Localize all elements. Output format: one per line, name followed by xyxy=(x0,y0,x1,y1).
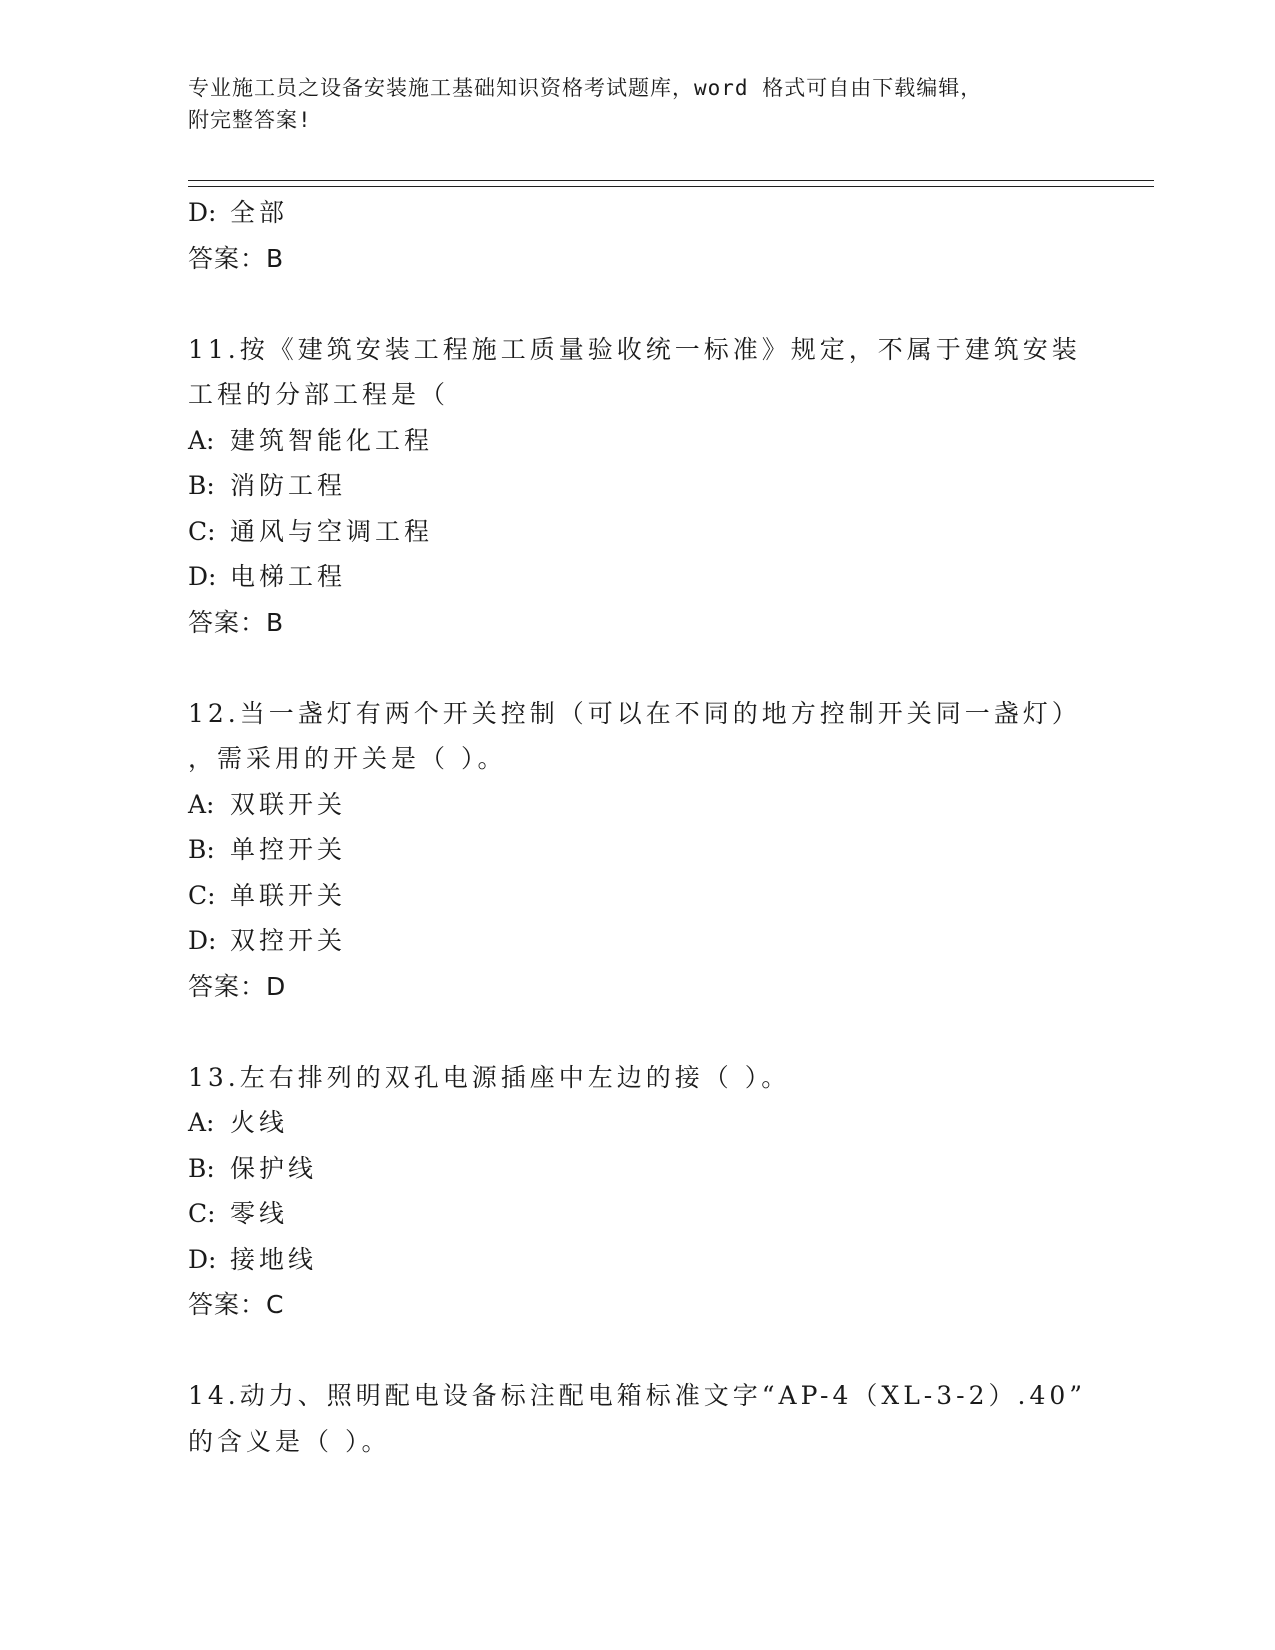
question-11 xyxy=(188,327,1154,646)
option-c xyxy=(188,873,1154,919)
header-line-2: 附完整答案! xyxy=(188,108,312,132)
option-text: 保护线 xyxy=(230,1153,318,1183)
option-text: 电梯工程 xyxy=(230,562,347,591)
question-stem: 工程的分部工程是（ xyxy=(188,380,450,409)
option-text: 接地线 xyxy=(230,1244,318,1274)
option-d xyxy=(188,1237,1154,1283)
option-c xyxy=(188,509,1154,555)
option-d xyxy=(188,918,1154,964)
answer: 答案：B xyxy=(188,607,285,637)
option-label: D: xyxy=(188,198,217,227)
question-stem: 的含义是（ ）。 xyxy=(188,1426,391,1456)
option-label: B: xyxy=(188,471,215,500)
option-label: B: xyxy=(188,835,215,864)
option-b xyxy=(188,1146,1154,1192)
option-label: D: xyxy=(188,1244,217,1274)
option-text: 单联开关 xyxy=(230,880,347,910)
option-text: 零线 xyxy=(230,1199,289,1228)
option-d xyxy=(188,190,1154,236)
option-text: 双控开关 xyxy=(230,926,347,955)
option-a xyxy=(188,418,1154,464)
question-14 xyxy=(188,1373,1154,1464)
option-label: C: xyxy=(188,880,216,910)
question-stem: ，需采用的开关是（ ）。 xyxy=(188,744,507,773)
option-a xyxy=(188,782,1154,828)
option-label: C: xyxy=(188,1199,216,1228)
question-stem: 13.左右排列的双孔电源插座中左边的接（ ）。 xyxy=(188,1062,791,1092)
question-stem: 14.动力、照明配电设备标注配电箱标准文字“AP-4（XL-3-2）.40” xyxy=(188,1381,1087,1410)
option-text: 全部 xyxy=(230,198,289,227)
header-divider xyxy=(188,180,1154,187)
option-c xyxy=(188,1191,1154,1237)
question-list xyxy=(188,190,1154,1464)
option-label: B: xyxy=(188,1153,215,1183)
option-text: 单控开关 xyxy=(230,835,347,864)
option-label: A: xyxy=(188,425,215,455)
answer: 答案：D xyxy=(188,971,287,1001)
option-label: A: xyxy=(188,1108,215,1137)
option-label: A: xyxy=(188,789,215,819)
option-label: D: xyxy=(188,926,217,955)
option-b xyxy=(188,463,1154,509)
question-12 xyxy=(188,691,1154,1010)
option-text: 消防工程 xyxy=(230,471,347,500)
document-header xyxy=(188,72,1068,136)
question-stem: 12.当一盏灯有两个开关控制（可以在不同的地方控制开关同一盏灯） xyxy=(188,698,1081,728)
option-b xyxy=(188,827,1154,873)
option-text: 建筑智能化工程 xyxy=(230,425,434,455)
option-text: 双联开关 xyxy=(230,789,347,819)
option-text: 通风与空调工程 xyxy=(230,516,434,546)
answer: 答案：B xyxy=(188,243,285,273)
question-stem: 11.按《建筑安装工程施工质量验收统一标准》规定，不属于建筑安装 xyxy=(188,334,1081,364)
option-d xyxy=(188,554,1154,600)
option-label: D: xyxy=(188,562,217,591)
header-line-1: 专业施工员之设备安装施工基础知识资格考试题库，word 格式可自由下载编辑， xyxy=(188,76,983,100)
option-a xyxy=(188,1100,1154,1146)
question-13 xyxy=(188,1055,1154,1328)
answer: 答案：C xyxy=(188,1290,285,1319)
option-label: C: xyxy=(188,516,216,546)
option-text: 火线 xyxy=(230,1108,289,1137)
